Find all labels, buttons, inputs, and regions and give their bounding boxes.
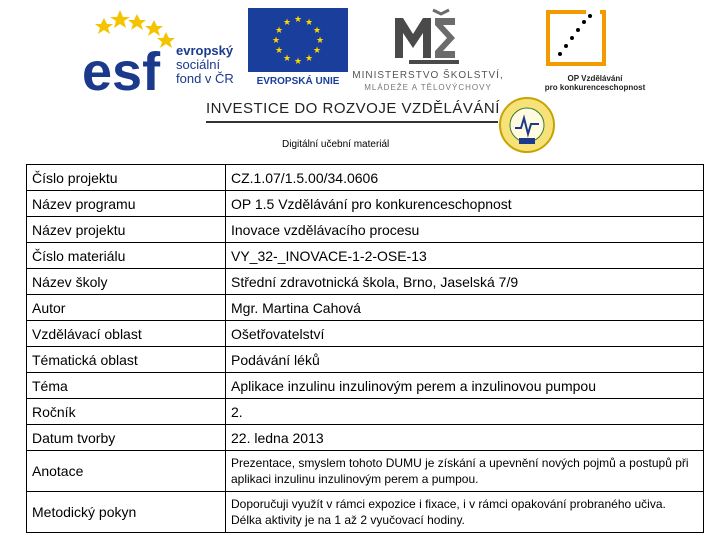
esf-emblem bbox=[82, 10, 182, 96]
svg-text:★: ★ bbox=[304, 54, 314, 64]
esf-text-line2: sociální bbox=[176, 57, 221, 72]
table-row bbox=[27, 295, 704, 321]
opvk-emblem bbox=[540, 6, 610, 70]
table-row bbox=[27, 347, 704, 373]
opvk-logo bbox=[540, 6, 646, 98]
row-key: Vzdělávací oblast bbox=[27, 321, 226, 347]
svg-text:★: ★ bbox=[282, 18, 292, 28]
row-value: 2. bbox=[226, 399, 704, 425]
row-key: Autor bbox=[27, 295, 226, 321]
row-key: Název programu bbox=[27, 191, 226, 217]
row-key: Číslo materiálu bbox=[27, 243, 226, 269]
row-value: CZ.1.07/1.5.00/34.0606 bbox=[226, 165, 704, 191]
row-key: Tématická oblast bbox=[27, 347, 226, 373]
row-key: Název školy bbox=[27, 269, 226, 295]
table-row bbox=[27, 269, 704, 295]
row-value: Mgr. Martina Cahová bbox=[226, 295, 704, 321]
school-logo bbox=[498, 96, 556, 154]
table-row bbox=[27, 165, 704, 191]
eu-label: EVROPSKÁ UNIE bbox=[256, 76, 340, 87]
row-value: OP 1.5 Vzdělávání pro konkurenceschopnost bbox=[226, 191, 704, 217]
table-row bbox=[27, 191, 704, 217]
row-value: Prezentace, smyslem tohoto DUMU je získání a upevnění nových pojmů a postupů při aplikaci inzulinu inzulinovým perem a pumpou. bbox=[226, 451, 704, 492]
msmt-text-line1: MINISTERSTVO ŠKOLSTVÍ, bbox=[352, 70, 504, 81]
opvk-text-line2: pro konkurenceschopnost bbox=[544, 83, 646, 92]
svg-text:★: ★ bbox=[293, 57, 303, 67]
material-caption: Digitální učební materiál bbox=[282, 139, 390, 150]
row-value: VY_32-_INOVACE-1-2-OSE-13 bbox=[226, 243, 704, 269]
row-key: Ročník bbox=[27, 399, 226, 425]
svg-text:★: ★ bbox=[293, 15, 303, 25]
opvk-text-line1: OP Vzdělávání bbox=[567, 74, 623, 83]
esf-text-line1: evropský bbox=[176, 43, 234, 58]
row-value: Střední zdravotnická škola, Brno, Jaselská 7/9 bbox=[226, 269, 704, 295]
svg-text:★: ★ bbox=[274, 26, 284, 36]
msmt-emblem bbox=[333, 8, 523, 68]
row-value: Inovace vzdělávacího procesu bbox=[226, 217, 704, 243]
row-key: Číslo projektu bbox=[27, 165, 226, 191]
table-row bbox=[27, 373, 704, 399]
svg-text:★: ★ bbox=[312, 46, 322, 56]
row-value: Ošetřovatelství bbox=[226, 321, 704, 347]
row-key: Téma bbox=[27, 373, 226, 399]
row-value: Podávání léků bbox=[226, 347, 704, 373]
svg-text:★: ★ bbox=[271, 36, 281, 46]
esf-logo bbox=[82, 10, 272, 96]
investice-tagline: INVESTICE DO ROZVOJE VZDĚLÁVÁNÍ bbox=[206, 100, 500, 117]
row-value: Aplikace inzulinu inzulinovým perem a inzulinovou pumpou bbox=[226, 373, 704, 399]
table-row bbox=[27, 492, 704, 533]
esf-text-line3: fond v ČR bbox=[176, 71, 234, 86]
svg-text:★: ★ bbox=[312, 26, 322, 36]
svg-text:★: ★ bbox=[282, 54, 292, 64]
table-row bbox=[27, 399, 704, 425]
tagline-underline bbox=[206, 121, 498, 123]
row-key: Datum tvorby bbox=[27, 425, 226, 451]
svg-text:★: ★ bbox=[274, 46, 284, 56]
table-row bbox=[27, 217, 704, 243]
row-value: Doporučuji využít v rámci expozice i fixace, i v rámci opakování probraného učiva. Délka aktivity je na 1 až 2 vyučovací hodiny. bbox=[226, 492, 704, 533]
table-row bbox=[27, 451, 704, 492]
msmt-text-line2: MLÁDEŽE A TĚLOVÝCHOVY bbox=[364, 83, 492, 92]
row-key: Anotace bbox=[27, 451, 226, 492]
logo-banner bbox=[0, 0, 720, 150]
msmt-logo bbox=[333, 8, 523, 100]
table-row bbox=[27, 243, 704, 269]
table-row bbox=[27, 425, 704, 451]
row-value: 22. ledna 2013 bbox=[226, 425, 704, 451]
svg-text:esf: esf bbox=[82, 42, 161, 96]
svg-text:★: ★ bbox=[315, 36, 325, 46]
table-row bbox=[27, 321, 704, 347]
row-key: Metodický pokyn bbox=[27, 492, 226, 533]
row-key: Název projektu bbox=[27, 217, 226, 243]
project-info-table bbox=[26, 164, 704, 533]
opvk-text bbox=[540, 74, 650, 92]
svg-text:★: ★ bbox=[304, 18, 314, 28]
